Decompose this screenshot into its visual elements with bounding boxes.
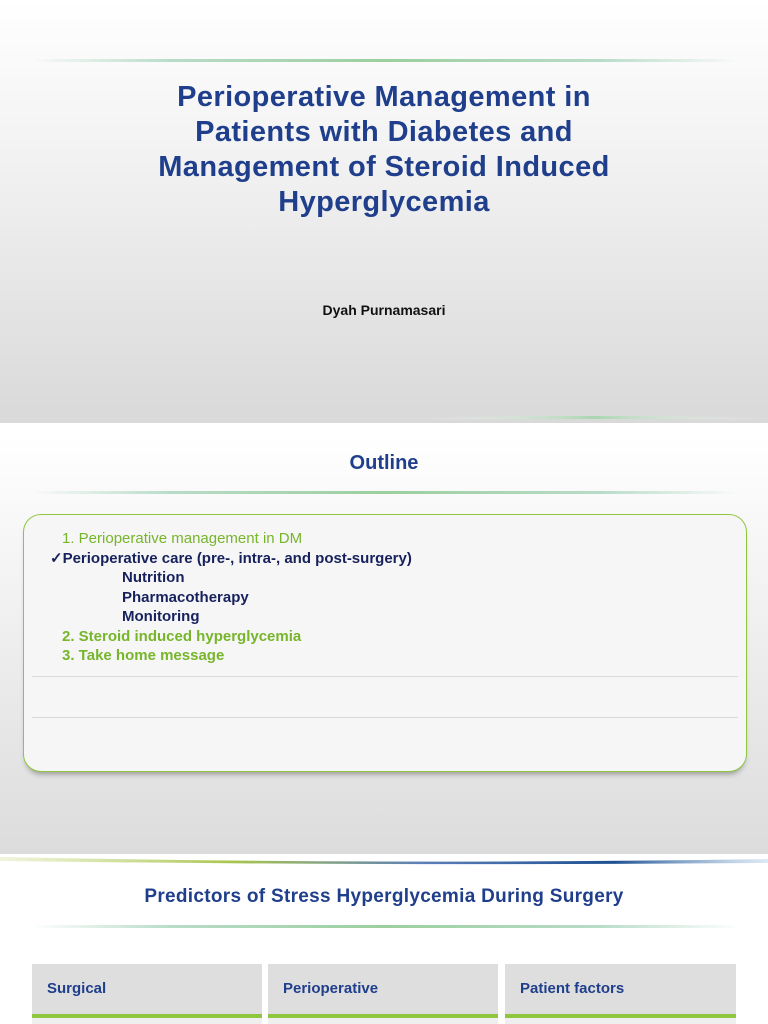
title-line: Perioperative Management in bbox=[177, 81, 591, 113]
title-line: Patients with Diabetes and bbox=[195, 116, 573, 148]
outline-box bbox=[23, 514, 747, 772]
decorative-swoosh-band bbox=[0, 408, 768, 423]
author-name: Dyah Purnamasari bbox=[322, 302, 446, 318]
title-slide bbox=[0, 0, 768, 423]
title-line: Hyperglycemia bbox=[278, 186, 490, 218]
column-header-surgical bbox=[32, 964, 262, 1018]
predictors-slide bbox=[0, 856, 768, 1024]
column-body bbox=[505, 1018, 736, 1024]
top-divider bbox=[30, 59, 740, 62]
outline-heading: Outline bbox=[349, 452, 419, 474]
outline-subitem-care: ✓Perioperative care (pre-, intra-, and post-surgery) bbox=[50, 549, 412, 567]
outline-item-2: 2. Steroid induced hyperglycemia bbox=[62, 627, 302, 645]
presentation-title bbox=[40, 80, 728, 220]
outline-item-3: 3. Take home message bbox=[62, 647, 225, 664]
outline-item-1: 1. Perioperative management in DM bbox=[62, 530, 303, 547]
outline-subitem-nutrition: Nutrition bbox=[122, 569, 185, 586]
outline-subitem-monitoring: Monitoring bbox=[122, 608, 200, 625]
column-body bbox=[32, 1018, 262, 1024]
column-header-label: Perioperative bbox=[283, 980, 379, 997]
predictors-divider bbox=[30, 925, 740, 928]
outline-subitem-pharmacotherapy: Pharmacotherapy bbox=[122, 588, 249, 606]
outline-list bbox=[50, 529, 412, 666]
box-divider bbox=[32, 717, 738, 718]
outline-slide bbox=[0, 434, 768, 854]
column-header-label: Patient factors bbox=[520, 980, 625, 997]
box-divider bbox=[32, 676, 738, 677]
decorative-swoosh-band bbox=[0, 856, 768, 866]
column-body bbox=[268, 1018, 498, 1024]
predictors-heading: Predictors of Stress Hyperglycemia During Surgery bbox=[144, 886, 624, 907]
column-header-label: Surgical bbox=[47, 980, 107, 997]
title-line: Management of Steroid Induced bbox=[158, 151, 610, 183]
column-header-perioperative bbox=[268, 964, 498, 1018]
outline-divider bbox=[30, 491, 740, 494]
column-header-patient-factors bbox=[505, 964, 736, 1018]
